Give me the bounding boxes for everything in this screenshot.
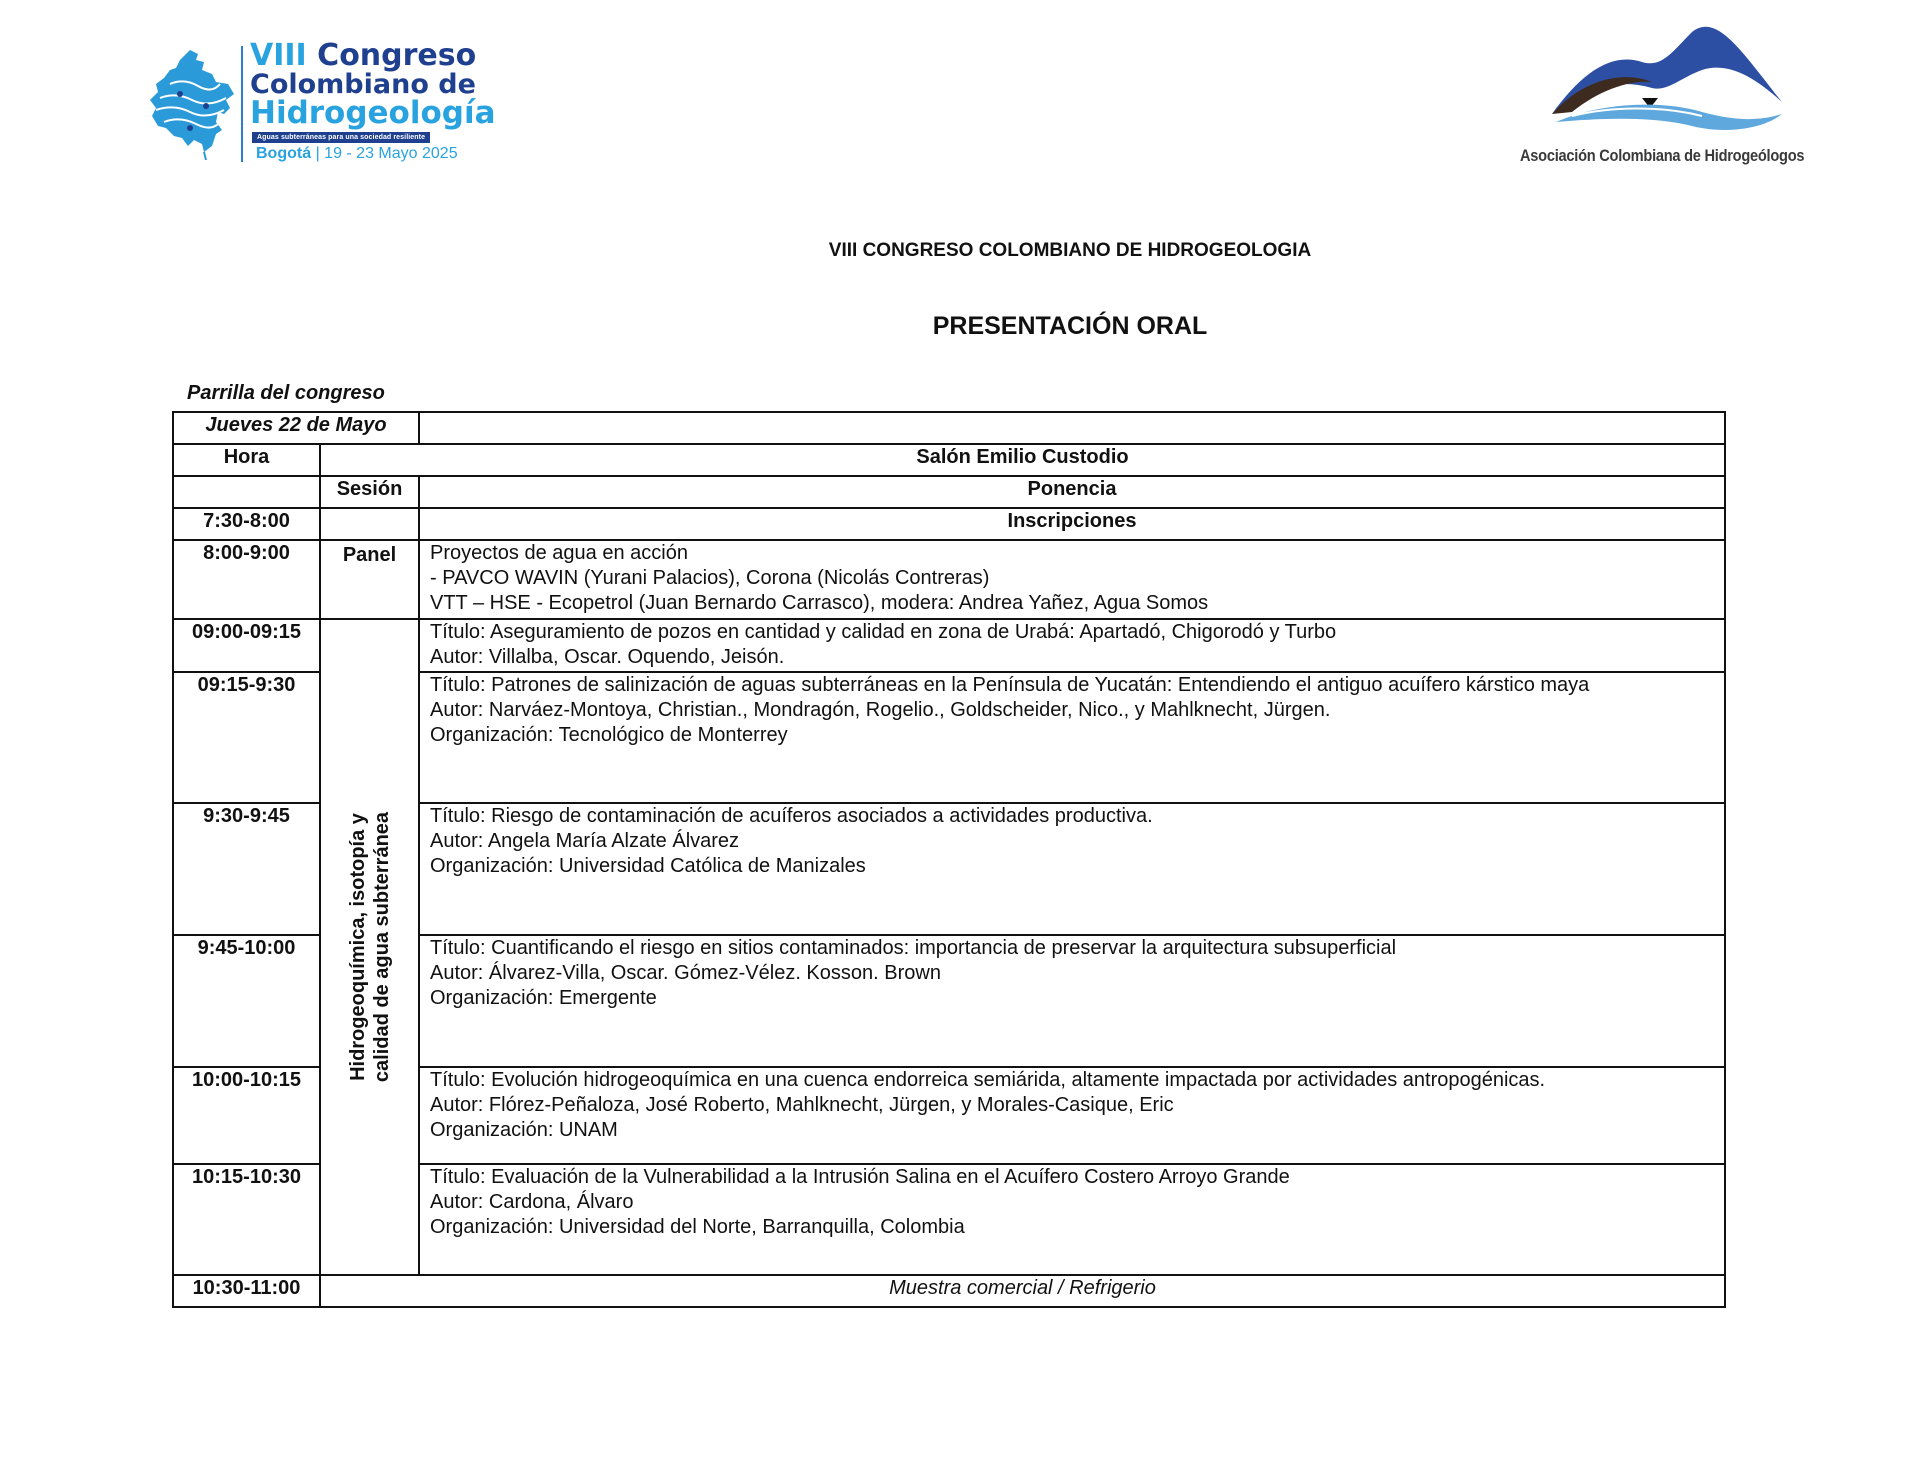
presentation-title: Título: Riesgo de contaminación de acuíferos asociados a actividades productiva. xyxy=(430,805,1153,827)
day-empty-cell xyxy=(419,412,1725,444)
session-cell: Panel xyxy=(320,540,419,619)
document-title: VIII CONGRESO COLOMBIANO DE HIDROGEOLOGIA xyxy=(828,240,1312,261)
day-row xyxy=(173,412,1725,444)
presentation-author: Autor: Villalba, Oscar. Oquendo, Jeisón. xyxy=(430,646,785,668)
presentation-line: Proyectos de agua en acción xyxy=(430,542,688,564)
logo-tagline: Aguas subterráneas para una sociedad resiliente xyxy=(252,132,430,143)
time-cell: 9:45-10:00 xyxy=(173,935,320,1067)
table-row xyxy=(173,619,1725,672)
colombia-map-icon xyxy=(146,48,236,160)
column-header-row xyxy=(173,476,1725,508)
session-vertical-cell xyxy=(320,619,419,1275)
association-name: Asociación Colombiana de Hidrogeólogos xyxy=(1520,146,1805,165)
time-cell: 10:15-10:30 xyxy=(173,1164,320,1275)
presentation-author: Autor: Narváez-Montoya, Christian., Mondragón, Rogelio., Goldscheider, Nico., y Mahlknecht, Jürgen. xyxy=(430,699,1331,721)
presentation-title: Título: Evolución hidrogeoquímica en una cuenca endorreica semiárida, altamente impactada por actividades antropogénicas. xyxy=(430,1069,1546,1091)
presentation-organization: Organización: Universidad del Norte, Barranquilla, Colombia xyxy=(430,1216,965,1238)
room-header: Salón Emilio Custodio xyxy=(320,444,1725,476)
logo-line-1: VIII Congreso xyxy=(250,38,477,73)
presentation-cell xyxy=(419,1164,1725,1275)
logo-line-2: Colombiano de xyxy=(250,69,476,100)
congress-logo xyxy=(146,40,506,170)
logo-line-3: Hidrogeología xyxy=(250,95,496,131)
presentation-cell xyxy=(419,935,1725,1067)
grid-label: Parrilla del congreso xyxy=(187,382,385,404)
presentation-title: Título: Aseguramiento de pozos en cantidad y calidad en zona de Urabá: Apartadó, Chigorodó y Turbo xyxy=(430,621,1337,643)
hora-header: Hora xyxy=(173,444,320,476)
table-row xyxy=(173,540,1725,619)
logo-dates: Bogotá | 19 - 23 Mayo 2025 xyxy=(256,145,458,162)
presentation-author: Autor: Álvarez-Villa, Oscar. Gómez-Vélez. Kosson. Brown xyxy=(430,962,941,984)
time-cell: 8:00-9:00 xyxy=(173,540,320,619)
time-cell: 7:30-8:00 xyxy=(173,508,320,540)
schedule-table xyxy=(172,411,1726,1308)
presentation-line: - PAVCO WAVIN (Yurani Palacios), Corona (Nicolás Contreras) xyxy=(430,567,990,589)
time-cell: 10:00-10:15 xyxy=(173,1067,320,1164)
logo-divider xyxy=(241,46,243,162)
presentation-organization: Organización: Tecnológico de Monterrey xyxy=(430,724,788,746)
presentation-cell xyxy=(419,619,1725,672)
time-cell: 10:30-11:00 xyxy=(173,1275,320,1307)
ponencia-header: Ponencia xyxy=(419,476,1725,508)
table-row xyxy=(173,1275,1725,1307)
presentation-cell xyxy=(419,1067,1725,1164)
registration-cell: Inscripciones xyxy=(419,508,1725,540)
presentation-line: VTT – HSE - Ecopetrol (Juan Bernardo Carrasco), modera: Andrea Yañez, Agua Somos xyxy=(430,592,1209,614)
break-cell: Muestra comercial / Refrigerio xyxy=(320,1275,1725,1307)
session-cell xyxy=(320,508,419,540)
mountain-water-icon xyxy=(1542,22,1792,142)
presentation-author: Autor: Flórez-Peñaloza, José Roberto, Mahlknecht, Jürgen, y Morales-Casique, Eric xyxy=(430,1094,1174,1116)
document-subtitle: PRESENTACIÓN ORAL xyxy=(932,312,1208,340)
table-row xyxy=(173,508,1725,540)
presentation-title: Título: Patrones de salinización de aguas subterráneas en la Península de Yucatán: Entendiendo el antiguo acuífero kárstico maya xyxy=(430,674,1590,696)
room-row xyxy=(173,444,1725,476)
empty-header-cell xyxy=(173,476,320,508)
day-label: Jueves 22 de Mayo xyxy=(173,412,419,444)
association-logo xyxy=(1520,22,1830,172)
presentation-author: Autor: Angela María Alzate Álvarez xyxy=(430,830,740,852)
presentation-cell xyxy=(419,803,1725,935)
session-name: Hidrogeoquímica, isotopía y calidad de agua subterránea xyxy=(346,811,393,1083)
presentation-title: Título: Evaluación de la Vulnerabilidad a la Intrusión Salina en el Acuífero Costero Arroyo Grande xyxy=(430,1166,1290,1188)
presentation-cell xyxy=(419,672,1725,803)
presentation-organization: Organización: Emergente xyxy=(430,987,657,1009)
presentation-organization: Organización: UNAM xyxy=(430,1119,618,1141)
presentation-author: Autor: Cardona, Álvaro xyxy=(430,1191,634,1213)
presentation-cell xyxy=(419,540,1725,619)
time-cell: 09:00-09:15 xyxy=(173,619,320,672)
presentation-organization: Organización: Universidad Católica de Manizales xyxy=(430,855,866,877)
sesion-header: Sesión xyxy=(320,476,419,508)
presentation-title: Título: Cuantificando el riesgo en sitios contaminados: importancia de preservar la arquitectura subsuperficial xyxy=(430,937,1397,959)
time-cell: 09:15-9:30 xyxy=(173,672,320,803)
time-cell: 9:30-9:45 xyxy=(173,803,320,935)
